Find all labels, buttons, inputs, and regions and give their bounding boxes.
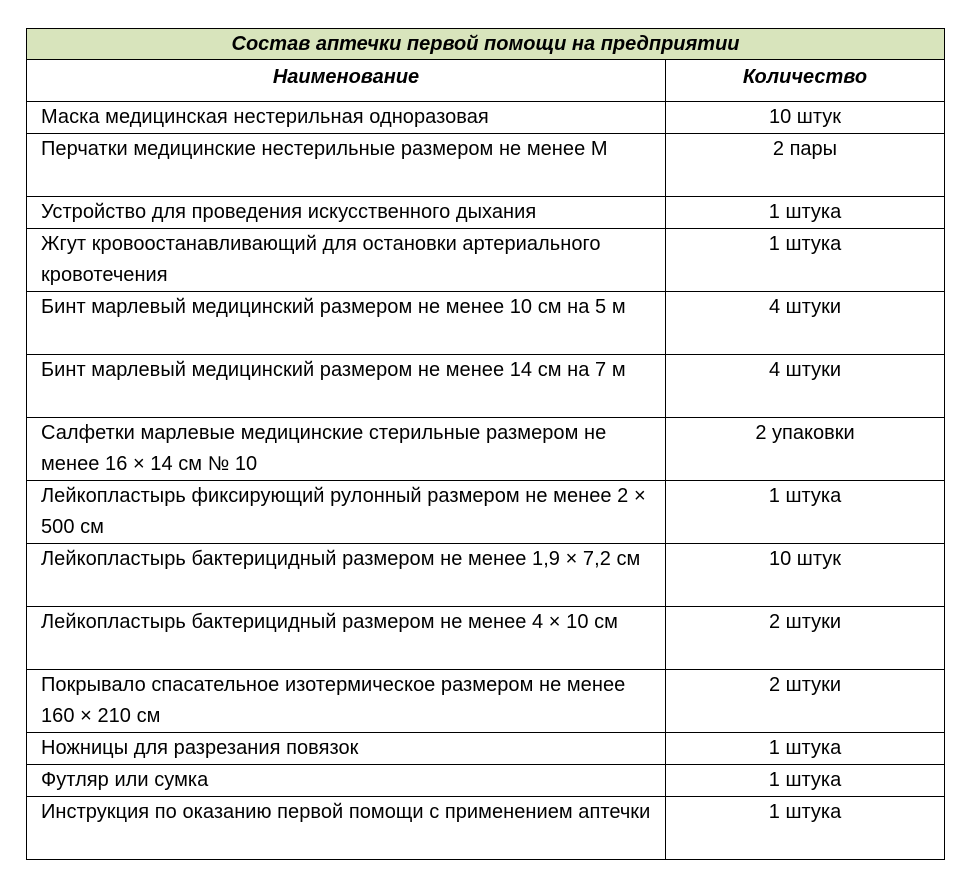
- item-name: Бинт марлевый медицинский размером не менее 14 см на 7 м: [27, 355, 666, 418]
- table-row: [27, 355, 945, 418]
- item-quantity: 10 штук: [666, 544, 945, 607]
- table-row: [27, 229, 945, 292]
- item-name: Маска медицинская нестерильная одноразовая: [27, 102, 666, 134]
- column-header-name: Наименование: [27, 60, 666, 102]
- table-row: [27, 418, 945, 481]
- item-quantity: 4 штуки: [666, 355, 945, 418]
- item-quantity: 1 штука: [666, 229, 945, 292]
- item-name: Покрывало спасательное изотермическое размером не менее 160 × 210 см: [27, 670, 666, 733]
- table-row: [27, 197, 945, 229]
- item-name: Футляр или сумка: [27, 765, 666, 797]
- item-quantity: 1 штука: [666, 797, 945, 860]
- item-quantity: 2 упаковки: [666, 418, 945, 481]
- table-row: [27, 670, 945, 733]
- table-row: [27, 765, 945, 797]
- table-header-row: [27, 60, 945, 102]
- item-name: Лейкопластырь бактерицидный размером не менее 4 × 10 см: [27, 607, 666, 670]
- table-row: [27, 607, 945, 670]
- item-quantity: 10 штук: [666, 102, 945, 134]
- table-row: [27, 292, 945, 355]
- item-quantity: 2 штуки: [666, 670, 945, 733]
- item-name: Перчатки медицинские нестерильные размером не менее М: [27, 134, 666, 197]
- item-quantity: 2 пары: [666, 134, 945, 197]
- table-row: [27, 134, 945, 197]
- table-row: [27, 733, 945, 765]
- item-name: Устройство для проведения искусственного дыхания: [27, 197, 666, 229]
- item-name: Жгут кровоостанавливающий для остановки артериального кровотечения: [27, 229, 666, 292]
- table-title-row: [27, 29, 945, 60]
- item-name: Ножницы для разрезания повязок: [27, 733, 666, 765]
- table-row: [27, 481, 945, 544]
- first-aid-kit-table: [26, 28, 945, 860]
- item-quantity: 4 штуки: [666, 292, 945, 355]
- item-quantity: 1 штука: [666, 481, 945, 544]
- table-row: [27, 102, 945, 134]
- item-quantity: 1 штука: [666, 197, 945, 229]
- column-header-quantity: Количество: [666, 60, 945, 102]
- item-name: Лейкопластырь бактерицидный размером не менее 1,9 × 7,2 см: [27, 544, 666, 607]
- item-name: Инструкция по оказанию первой помощи с применением аптечки: [27, 797, 666, 860]
- item-name: Лейкопластырь фиксирующий рулонный размером не менее 2 × 500 см: [27, 481, 666, 544]
- item-quantity: 1 штука: [666, 765, 945, 797]
- item-quantity: 1 штука: [666, 733, 945, 765]
- table-title: Состав аптечки первой помощи на предприятии: [27, 29, 945, 60]
- table-row: [27, 797, 945, 860]
- item-quantity: 2 штуки: [666, 607, 945, 670]
- item-name: Бинт марлевый медицинский размером не менее 10 см на 5 м: [27, 292, 666, 355]
- item-name: Салфетки марлевые медицинские стерильные размером не менее 16 × 14 см № 10: [27, 418, 666, 481]
- table-row: [27, 544, 945, 607]
